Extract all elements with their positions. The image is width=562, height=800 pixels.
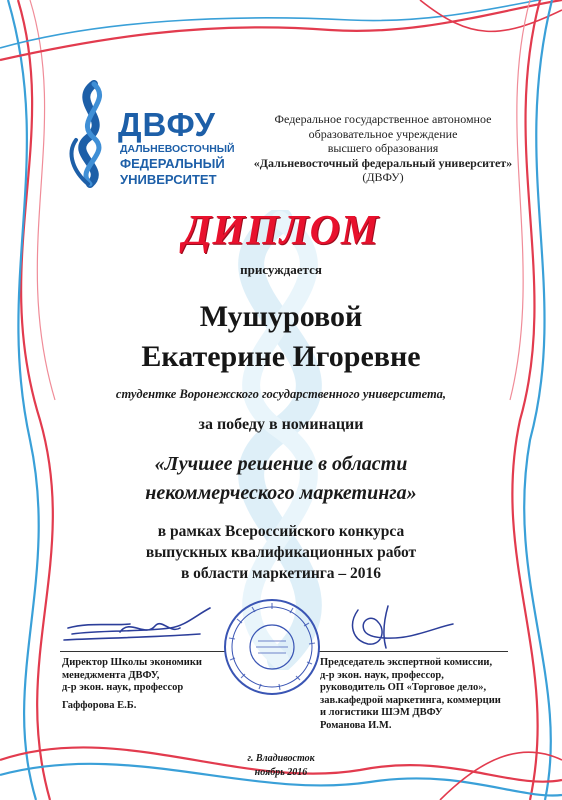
institution-line-3: высшего образования — [327, 141, 439, 155]
right-signature — [338, 600, 458, 652]
university-logo — [62, 80, 242, 190]
contest-line-3: в области маркетинга – 2016 — [180, 565, 382, 582]
recipient-affiliation: студентке Воронежского государственного университета, — [115, 387, 447, 401]
logo-line-2: ФЕДЕРАЛЬНЫЙ — [120, 156, 225, 171]
right-signatory-line-5: и логистики ШЭМ ДВФУ — [320, 707, 443, 719]
left-signatory — [62, 657, 232, 712]
right-signature-line — [318, 651, 508, 652]
left-signatory-line-3: д-р экон. наук, профессор — [62, 682, 184, 694]
diploma-title: ДИПЛОМ — [182, 208, 380, 254]
institution-header — [238, 112, 528, 185]
issue-place: г. Владивосток — [247, 753, 315, 764]
right-signatory-line-2: д-р экон. наук, профессор, — [320, 669, 444, 681]
contest-line-2: выпускных квалификационных работ — [145, 544, 417, 561]
left-signature — [60, 598, 225, 648]
recipient-surname: Мушуровой — [199, 300, 363, 333]
official-stamp-icon — [222, 597, 322, 697]
right-signatory-line-4: зав.кафедрой маркетинга, коммерции — [320, 694, 501, 706]
awarded-label: присуждается — [240, 262, 322, 277]
issue-date: ноябрь 2016 — [254, 767, 308, 778]
left-signatory-name: Гаффорова Е.Б. — [62, 699, 137, 711]
right-signatory-line-3: руководитель ОП «Торговое дело», — [320, 682, 487, 694]
institution-line-5: (ДВФУ) — [362, 170, 404, 184]
contest-line-1: в рамках Всероссийского конкурса — [157, 523, 405, 540]
logo-abbreviation: ДВФУ — [118, 106, 216, 143]
nomination-intro: за победу в номинации — [198, 416, 364, 433]
right-signatory-line-1: Председатель экспертной комиссии, — [320, 657, 493, 668]
institution-line-1: Федеральное государственное автономное — [274, 112, 492, 126]
nomination-line-1: «Лучшее решение в области — [154, 453, 408, 475]
institution-line-4: «Дальневосточный федеральный университет» — [253, 155, 513, 170]
helix-logo-icon — [64, 80, 116, 188]
right-signatory-name: Романова И.М. — [320, 719, 392, 731]
left-signature-line — [60, 651, 225, 652]
institution-line-2: образовательное учреждение — [308, 126, 458, 141]
recipient-given-name: Екатерине Игоревне — [141, 340, 421, 373]
left-signatory-line-2: менеджмента ДВФУ, — [62, 669, 160, 681]
nomination-line-2: некоммерческого маркетинга» — [145, 482, 417, 504]
logo-line-1: ДАЛЬНЕВОСТОЧНЫЙ — [120, 143, 235, 155]
left-signatory-line-1: Директор Школы экономики — [62, 657, 202, 668]
logo-line-3: УНИВЕРСИТЕТ — [120, 172, 217, 187]
right-signatory — [320, 657, 520, 733]
